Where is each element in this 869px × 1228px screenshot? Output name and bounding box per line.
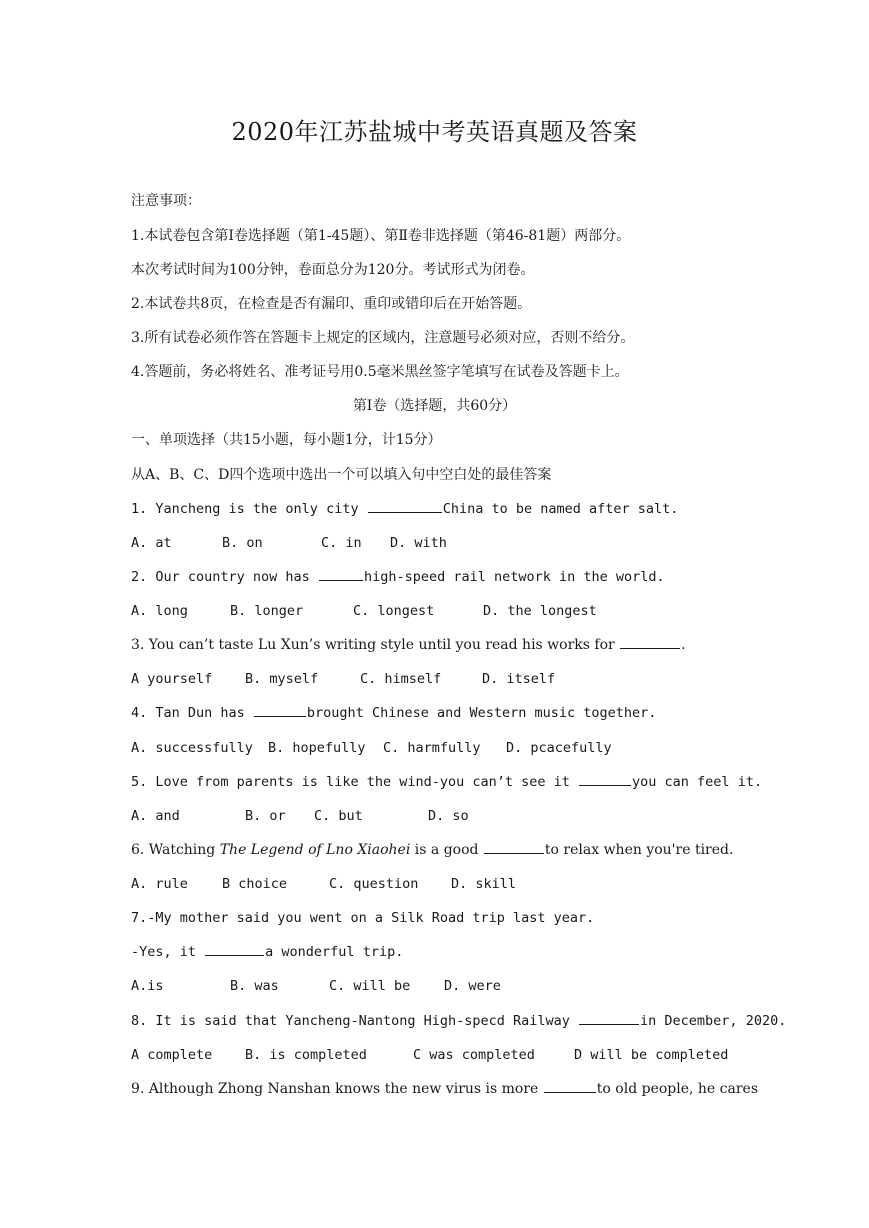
answer-blank — [254, 703, 306, 717]
answer-blank — [544, 1079, 596, 1093]
stem-text: 3. You can’t taste Lu Xun’s writing style until you read his works for — [131, 637, 620, 653]
answer-blank — [205, 942, 264, 956]
option: B. or — [245, 808, 286, 824]
option: D. itself — [482, 671, 556, 687]
stem-text: 2. Our country now has — [131, 569, 318, 585]
stem-text: to relax when you're tired. — [544, 842, 734, 858]
option: D. skill — [451, 876, 517, 892]
option: C. question — [329, 876, 419, 892]
stem-text: you can feel it. — [632, 774, 763, 790]
option: A. rule — [131, 876, 188, 892]
option: A. and — [131, 808, 180, 824]
option: A. at — [131, 535, 172, 551]
notice-item: 1.本试卷包含第Ⅰ卷选择题（第1-45题）、第Ⅱ卷非选择题（第46-81题）两部分。 — [131, 228, 631, 244]
stem-text: 9. Although Zhong Nanshan knows the new virus is more — [131, 1081, 543, 1097]
option: A. successfully — [131, 740, 253, 756]
stem-text: to old people, he cares — [596, 1081, 759, 1097]
stem-text: brought Chinese and Western music together. — [306, 705, 657, 721]
question-3-options — [131, 669, 555, 689]
option: A complete — [131, 1047, 213, 1063]
stem-text: . — [681, 637, 686, 653]
option: D. with — [390, 535, 447, 551]
option: A yourself — [131, 671, 213, 687]
option: C. but — [314, 808, 363, 824]
option: B. was — [230, 978, 279, 994]
notice-item: 4.答题前，务必将姓名、准考证号用0.5毫米黑丝签字笔填写在试卷及答题卡上。 — [131, 364, 629, 380]
stem-text: in December, 2020. — [640, 1013, 787, 1029]
stem-text: -Yes, it — [131, 944, 205, 960]
question-2-stem — [131, 567, 665, 587]
notice-heading: 注意事项： — [131, 193, 201, 209]
question-4-stem — [131, 703, 656, 723]
option: B. hopefully — [268, 740, 366, 756]
option: B. is completed — [245, 1047, 367, 1063]
option: B. on — [222, 535, 263, 551]
question-5-stem — [131, 772, 762, 792]
answer-blank — [484, 840, 544, 854]
answer-blank — [579, 772, 631, 786]
stem-text: 6. Watching — [131, 842, 220, 858]
notice-item: 本次考试时间为100分钟，卷面总分为120分。考试形式为闭卷。 — [131, 262, 535, 278]
notice-item: 2.本试卷共8页，在检查是否有漏印、重印或错印后在开始答题。 — [131, 296, 532, 312]
question-1-options — [131, 533, 447, 553]
stem-text: China to be named after salt. — [442, 501, 679, 517]
stem-text: 8. It is said that Yancheng-Nantong High-specd Railway — [131, 1013, 579, 1029]
option: B. longer — [230, 603, 304, 619]
question-7-options — [131, 976, 501, 996]
question-7-dialogue: 7.-My mother said you went on a Silk Road trip last year. — [131, 910, 595, 926]
option: D. the longest — [483, 603, 597, 619]
stem-text: 4. Tan Dun has — [131, 705, 253, 721]
question-6-options — [131, 874, 516, 894]
option: A. long — [131, 603, 188, 619]
answer-blank — [620, 635, 680, 649]
option: C. harmfully — [383, 740, 481, 756]
stem-text: high-speed rail network in the world. — [363, 569, 665, 585]
option: C. will be — [329, 978, 411, 994]
question-5-options — [131, 806, 469, 826]
option: C. in — [321, 535, 362, 551]
option: B choice — [222, 876, 288, 892]
question-1-stem — [131, 499, 678, 519]
question-3-stem — [131, 635, 686, 655]
question-8-stem — [131, 1011, 786, 1031]
option: D. so — [428, 808, 469, 824]
stem-text: is a good — [410, 842, 483, 858]
document-title: 2020年江苏盐城中考英语真题及答案 — [231, 118, 638, 146]
question-2-options — [131, 601, 597, 621]
answer-blank — [368, 499, 442, 513]
movie-title: The Legend of Lno Xiaohei — [219, 842, 411, 858]
question-6-stem — [131, 840, 733, 860]
stem-text: a wonderful trip. — [265, 944, 404, 960]
option: B. myself — [245, 671, 319, 687]
option: C. himself — [360, 671, 442, 687]
option: D. were — [444, 978, 501, 994]
notice-item: 3.所有试卷必须作答在答题卡上规定的区域内，注意题号必须对应，否则不给分。 — [131, 330, 635, 346]
stem-text: 5. Love from parents is like the wind-you can’t see it — [131, 774, 579, 790]
question-9-stem — [131, 1079, 758, 1099]
option: D will be completed — [574, 1047, 729, 1063]
answer-blank — [579, 1011, 639, 1025]
section-instruction: 从A、B、C、D四个选项中选出一个可以填入句中空白处的最佳答案 — [131, 467, 552, 483]
option: C was completed — [413, 1047, 535, 1063]
option: A.is — [131, 978, 164, 994]
stem-text: 1. Yancheng is the only city — [131, 501, 367, 517]
option: C. longest — [353, 603, 435, 619]
section-heading: 一、单项选择（共15小题，每小题1分，计15分） — [131, 432, 442, 448]
option: D. pcacefully — [506, 740, 612, 756]
question-4-options — [131, 738, 612, 758]
answer-blank — [319, 567, 363, 581]
part-title: 第Ⅰ卷（选择题，共60分） — [352, 398, 517, 414]
question-8-options — [131, 1045, 728, 1065]
question-7-stem — [131, 942, 403, 962]
